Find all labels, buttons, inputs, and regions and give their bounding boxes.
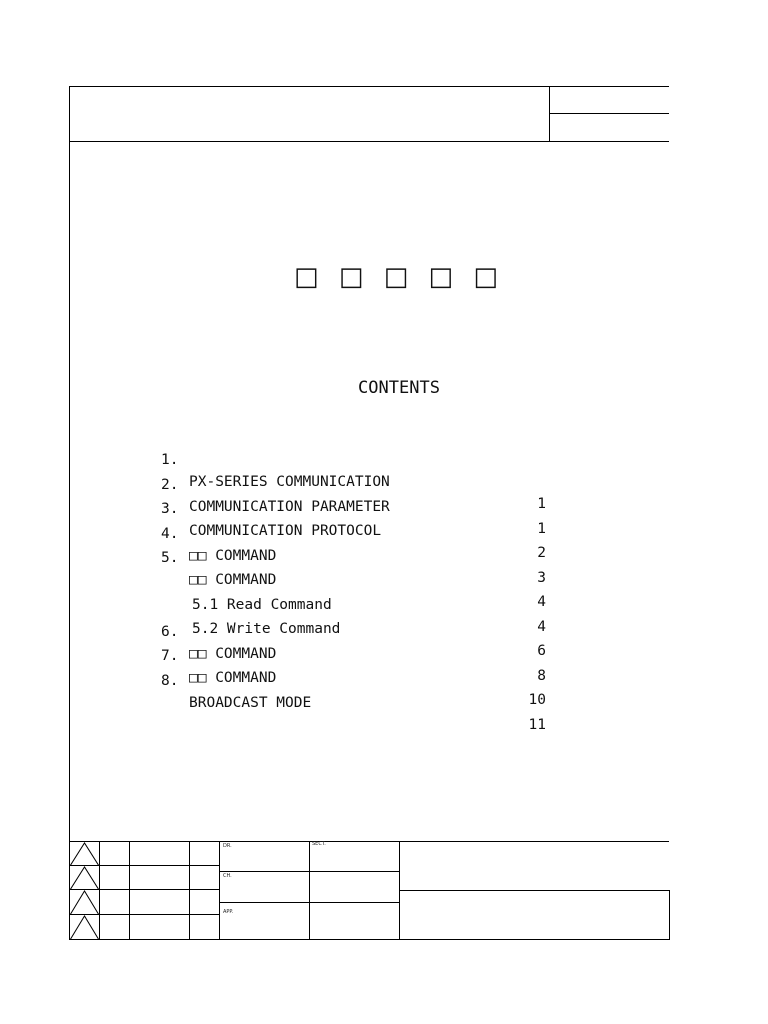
title-block-top-line: [69, 841, 669, 842]
toc-entry-text: □□ COMMAND: [189, 645, 277, 662]
toc-entry-page: 1: [537, 496, 546, 512]
toc-entry-page: 4: [537, 594, 546, 610]
toc-entry-text: □□ COMMAND: [189, 670, 277, 686]
toc-entry-number: 7.: [161, 648, 179, 664]
toc-entry-page: 3: [537, 569, 546, 586]
toc-entry-number: 3.: [161, 501, 179, 517]
toc-entry-text: □□ COMMAND: [189, 572, 277, 588]
document-title: □ □ □ □ □: [294, 262, 504, 292]
title-block-column-line: [99, 841, 100, 940]
toc-entry-text: BROADCAST MODE: [189, 694, 312, 711]
title-block-column-line: [189, 841, 190, 940]
title-block-column-line: [399, 841, 400, 940]
toc-entry-page: 10: [528, 692, 546, 708]
toc-entry-text: PX-SERIES COMMUNICATION: [189, 474, 390, 490]
revision-triangle-icon: [70, 842, 99, 866]
revision-triangle-icon: [70, 915, 99, 940]
header-right-separator: [549, 86, 550, 142]
table-of-contents: [161, 427, 561, 733]
toc-entry-number: 2.: [161, 476, 179, 493]
toc-entry-page: 6: [537, 643, 546, 659]
contents-heading: CONTENTS: [358, 378, 440, 398]
frame-top-line: [69, 86, 669, 87]
checked-by-label: CH.: [223, 873, 232, 879]
toc-entry-number: 4.: [161, 525, 179, 542]
title-block-column-line: [129, 841, 130, 940]
toc-entry-number: 5.: [161, 550, 179, 566]
toc-entry-number: 6.: [161, 623, 179, 640]
title-block-right-divider: [399, 890, 669, 891]
header-bottom-line: [69, 141, 669, 142]
title-block-right-edge: [669, 890, 670, 940]
toc-entry-page: 11: [528, 716, 546, 733]
header-right-divider: [549, 113, 669, 114]
toc-entry-page: 4: [537, 618, 546, 635]
toc-entry-text: □□ COMMAND: [189, 547, 277, 564]
revision-triangle-icon: [70, 890, 99, 915]
title-block-column-line: [309, 841, 310, 940]
frame-left-line: [69, 86, 70, 940]
title-block-column-line: [219, 841, 220, 940]
toc-entry-page: 2: [537, 545, 546, 561]
toc-entry-text: 5.1 Read Command: [192, 596, 332, 613]
section-label: SECT.: [312, 841, 326, 847]
approved-by-label: APP.: [223, 909, 234, 915]
toc-entry-text: COMMUNICATION PROTOCOL: [189, 523, 382, 539]
toc-entry-text: COMMUNICATION PARAMETER: [189, 498, 390, 515]
drawn-by-label: DR.: [223, 843, 232, 849]
toc-entry-text: 5.2 Write Command: [192, 621, 341, 637]
toc-entry-page: 1: [537, 520, 546, 537]
title-block-bottom-line: [69, 939, 670, 940]
toc-entry-page: 8: [537, 667, 546, 684]
toc-entry-number: 8.: [161, 672, 179, 689]
revision-triangle-icon: [70, 866, 99, 890]
toc-entry-number: 1.: [161, 452, 179, 468]
